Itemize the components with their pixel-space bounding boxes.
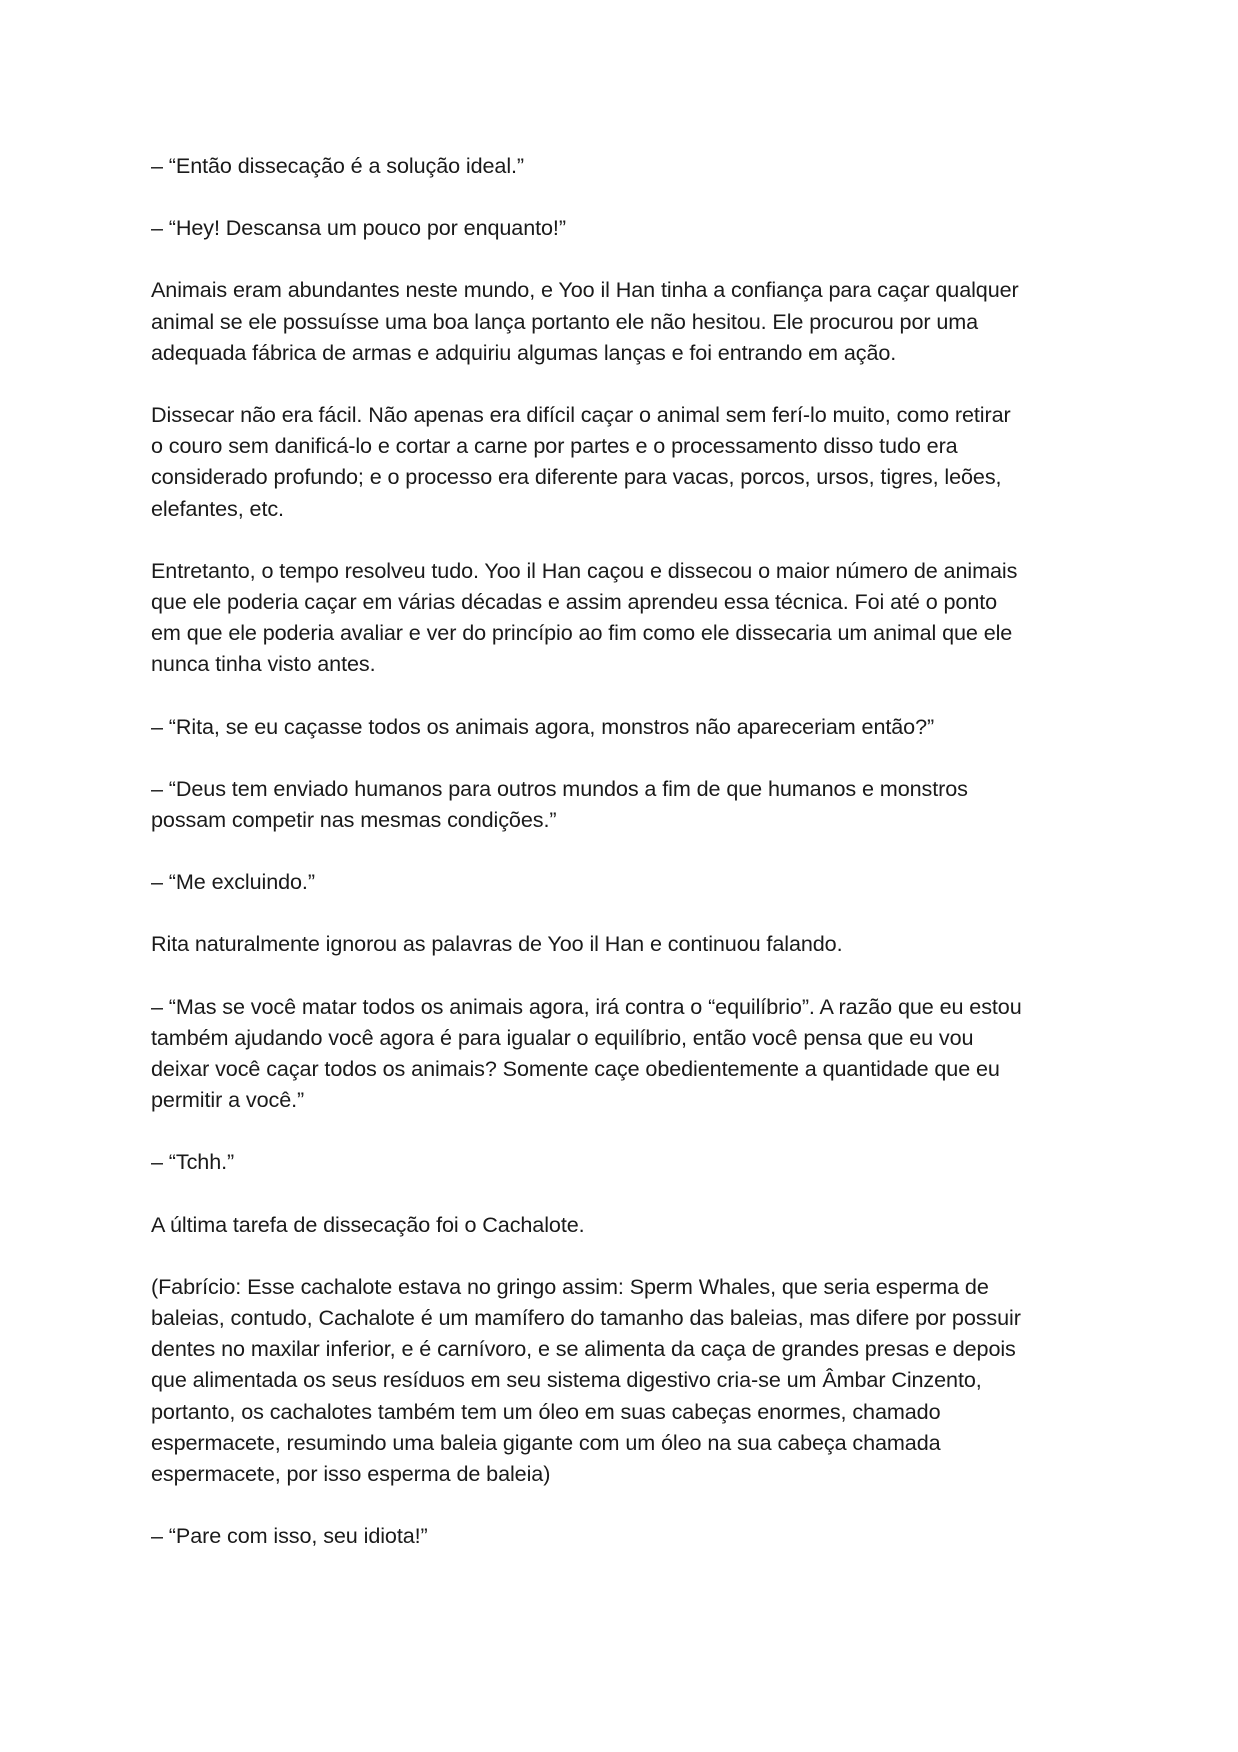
paragraph <box>151 555 1096 680</box>
text-line: em que ele poderia avaliar e ver do princípio ao fim como ele dissecaria um animal que ele <box>151 620 1013 646</box>
text-line: – “Então dissecação é a solução ideal.” <box>151 153 525 178</box>
text-line: espermacete, por isso esperma de baleia) <box>151 1461 551 1487</box>
text-line: possam competir nas mesmas condições.” <box>151 807 557 833</box>
text-line: animal se ele possuísse uma boa lança portanto ele não hesitou. Ele procurou por uma <box>151 308 979 334</box>
text-line: (Fabrício: Esse cachalote estava no gringo assim: Sperm Whales, que seria esperma de <box>151 1273 989 1299</box>
text-line: – “Hey! Descansa um pouco por enquanto!” <box>151 215 566 241</box>
dialogue-line <box>151 1520 1096 1551</box>
text-line: Rita naturalmente ignorou as palavras de Yoo il Han e continuou falando. <box>151 931 843 957</box>
text-line: considerado profundo; e o processo era diferente para vacas, porcos, ursos, tigres, leões, <box>151 464 1002 490</box>
dialogue-line <box>151 773 1096 835</box>
text-line: – “Tchh.” <box>151 1149 235 1175</box>
text-line: nunca tinha visto antes. <box>151 651 376 677</box>
paragraph <box>151 274 1096 368</box>
text-line: elefantes, etc. <box>151 495 284 521</box>
dialogue-line <box>151 150 1096 181</box>
text-line: dentes no maxilar inferior, e é carnívoro, e se alimenta da caça de grandes presas e depois <box>151 1336 1016 1362</box>
text-line: – “Mas se você matar todos os animais agora, irá contra o “equilíbrio”. A razão que eu estou <box>151 993 1022 1019</box>
text-line: – “Me excluindo.” <box>151 869 315 895</box>
translator-note <box>151 1271 1096 1489</box>
dialogue-line <box>151 212 1096 243</box>
paragraph <box>151 928 1096 959</box>
text-line: também ajudando você agora é para igualar o equilíbrio, então você pensa que eu vou <box>151 1024 974 1050</box>
text-line: – “Deus tem enviado humanos para outros mundos a fim de que humanos e monstros <box>151 775 968 801</box>
text-line: deixar você caçar todos os animais? Somente caçe obedientemente a quantidade que eu <box>151 1056 1000 1082</box>
text-line: portanto, os cachalotes também tem um óleo em suas cabeças enormes, chamado <box>151 1398 941 1424</box>
text-line: adequada fábrica de armas e adquiriu algumas lanças e foi entrando em ação. <box>151 339 897 365</box>
text-line: permitir a você.” <box>151 1087 305 1113</box>
text-line: A última tarefa de dissecação foi o Cachalote. <box>151 1211 585 1237</box>
text-line: – “Pare com isso, seu idiota!” <box>151 1523 428 1549</box>
document-body <box>151 150 1096 1583</box>
text-line: baleias, contudo, Cachalote é um mamífero do tamanho das baleias, mas difere por possuir <box>151 1305 1021 1331</box>
dialogue-line <box>151 711 1096 742</box>
paragraph <box>151 1209 1096 1240</box>
text-line: Animais eram abundantes neste mundo, e Yoo il Han tinha a confiança para caçar qualquer <box>151 277 1019 303</box>
text-line: Dissecar não era fácil. Não apenas era difícil caçar o animal sem ferí-lo muito, como retirar <box>151 402 1011 428</box>
text-line: Entretanto, o tempo resolveu tudo. Yoo il Han caçou e dissecou o maior número de animais <box>151 557 1018 583</box>
text-line: que alimentada os seus resíduos em seu sistema digestivo cria-se um Âmbar Cinzento, <box>151 1367 982 1393</box>
dialogue-line <box>151 991 1096 1116</box>
text-line: – “Rita, se eu caçasse todos os animais agora, monstros não apareceriam então?” <box>151 713 935 739</box>
text-line: que ele poderia caçar em várias décadas e assim aprendeu essa técnica. Foi até o ponto <box>151 589 998 615</box>
dialogue-line <box>151 866 1096 897</box>
text-line: o couro sem danificá-lo e cortar a carne por partes e o processamento disso tudo era <box>151 433 958 459</box>
text-line: espermacete, resumindo uma baleia gigante com um óleo na sua cabeça chamada <box>151 1429 941 1455</box>
paragraph <box>151 399 1096 524</box>
dialogue-line <box>151 1146 1096 1177</box>
